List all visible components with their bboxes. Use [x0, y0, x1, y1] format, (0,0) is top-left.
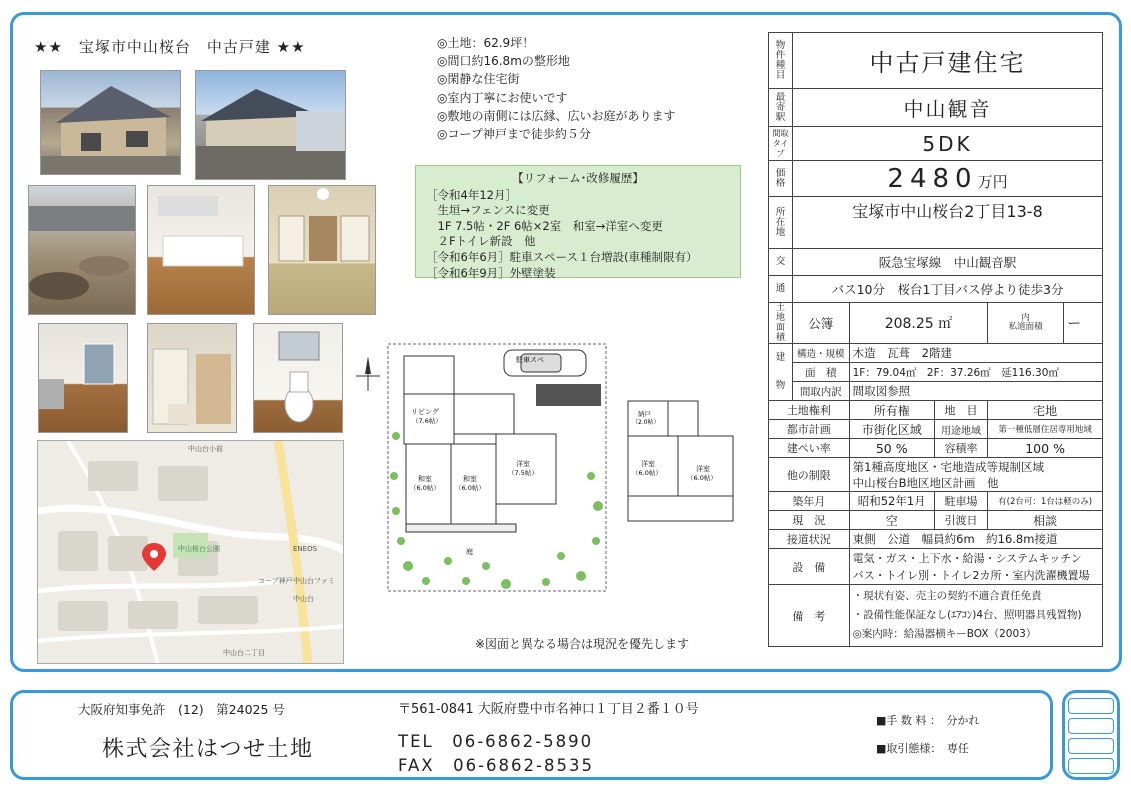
- current-status: 空: [849, 511, 934, 530]
- other-restriction: 中山桜台B地区地区計画 他: [852, 475, 999, 490]
- city-plan: 市街化区域: [849, 420, 934, 439]
- washitsu-size: （6.0帖）: [410, 484, 440, 492]
- feature-item: ◎コープ神戸まで徒歩約５分: [437, 127, 591, 142]
- washitsu-label: 和室: [463, 475, 477, 483]
- label-address: 所 在 地: [769, 197, 793, 249]
- reform-line: ［令和4年12月］: [426, 187, 517, 202]
- compass-icon: [356, 356, 380, 391]
- label-other-restrictions: 他の制限: [769, 458, 850, 492]
- bus-access: バス10分 桜台1丁目バス停より徒歩3分: [793, 276, 1103, 303]
- label-handover: 引渡日: [934, 511, 987, 530]
- exterior-photo-2: [195, 70, 346, 180]
- garden-label: 庭: [466, 548, 473, 556]
- land-area: 208.25 ㎡: [849, 303, 988, 344]
- equipment: バス・トイレ別・トイレ2カ所・室内洗濯機置場: [852, 568, 1090, 582]
- handover-date: 相談: [988, 511, 1103, 530]
- yoshitsu-size: （6.0帖）: [632, 469, 662, 477]
- license-number: 大阪府知事免許 (12) 第24025 号: [78, 702, 285, 717]
- label-status: 現 況: [769, 511, 850, 530]
- transaction-mode: ■取引態様： 専任: [876, 742, 969, 755]
- label-station: 最 寄 駅: [769, 89, 793, 127]
- remark: ・現状有姿、売主の契約不適合責任免責: [852, 590, 1042, 602]
- closet-label: 納戸: [638, 410, 651, 418]
- train-line: 阪急宝塚線 中山観音駅: [793, 249, 1103, 276]
- spec-table: [768, 32, 1103, 647]
- floor-plan-note: ※図面と異なる場合は現況を優先します: [475, 637, 690, 651]
- label-land: 土地 面積: [769, 303, 793, 344]
- stamp-line: [1068, 718, 1114, 734]
- label-private-road: 内 私道面積: [988, 303, 1064, 344]
- company-address: 〒561-0841 大阪府豊中市名神口１丁目２番１０号: [398, 702, 699, 717]
- label-traffic: 通: [769, 276, 793, 303]
- coverage-ratio: 50 %: [849, 439, 934, 458]
- reform-history-title: 【リフォーム･改修履歴】: [512, 171, 644, 185]
- washitsu-size: （6.0帖）: [455, 484, 485, 492]
- feature-item: ◎室内丁寧にお使いです: [437, 90, 568, 105]
- building-area: 1F：79.04㎡ 2F：37.26㎡ 延116.30㎡: [849, 363, 1102, 382]
- road-access: 東側 公道 幅員約6m 約16.8m接道: [849, 530, 1102, 549]
- nearest-station: 中山観音: [793, 89, 1103, 127]
- company-name: 株式会社はつせ土地: [102, 737, 314, 762]
- parking-label: 駐車スペ: [516, 356, 544, 364]
- land-kind: 公簿: [793, 303, 850, 344]
- chimoku: 宅地: [988, 401, 1103, 420]
- label-far: 容積率: [934, 439, 987, 458]
- feature-item: ◎土地：62.9坪！: [437, 36, 535, 50]
- fee-info: ■手 数 料 ： 分かれ: [876, 714, 980, 727]
- stamp-line: [1068, 758, 1114, 774]
- map-label: 中山台二丁目: [223, 649, 265, 657]
- property-type: 中古戸建住宅: [793, 33, 1103, 89]
- closet-size: （2.0帖）: [632, 419, 660, 426]
- private-road-area: ー: [1064, 303, 1103, 344]
- map-label: 中山台小前: [188, 445, 223, 453]
- reform-line: 1F 7.5帖・2F 6帖×2室 和室→洋室へ変更: [426, 218, 663, 233]
- equipment: 電気・ガス・上下水・給湯・システムキッチン: [852, 551, 1082, 565]
- label-parking: 駐車場: [934, 492, 987, 511]
- yoshitsu-label: 洋室: [641, 460, 655, 468]
- stamp-line: [1068, 738, 1114, 754]
- map-label: 中山台ファミ: [293, 577, 335, 585]
- structure: 木造 瓦葺 2階建: [849, 344, 1102, 363]
- label-type: 物 件 種 目: [769, 33, 793, 89]
- label-chimoku: 地 目: [934, 401, 987, 420]
- floor-plan: [356, 326, 756, 626]
- remark: ・設備性能保証なし(ｴｱｺﾝ)4台、照明器具残置物): [852, 609, 1082, 621]
- built-date: 昭和52年1月: [849, 492, 934, 511]
- garden-photo: [28, 185, 136, 315]
- parking: 有(2台可：1台は軽のみ): [988, 492, 1103, 511]
- land-right: 所有権: [849, 401, 934, 420]
- label-madori: 間取内訳: [793, 382, 850, 401]
- page-title: ★★ 宝塚市中山桜台 中古戸建 ★★: [34, 38, 306, 56]
- floor-area-ratio: 100 %: [988, 439, 1103, 458]
- feature-list: [437, 34, 675, 143]
- fax-number: FAX 06-6862-8535: [398, 756, 594, 775]
- madori: 間取図参照: [849, 382, 1102, 401]
- map-label: 中山台: [293, 595, 314, 603]
- label-building-2: 物: [775, 380, 786, 391]
- kitchen-photo: [147, 185, 255, 315]
- washitsu-label: 和室: [418, 475, 432, 483]
- room-photo: [38, 323, 128, 433]
- label-price: 価 格: [769, 161, 793, 197]
- toilet-photo: [253, 323, 343, 433]
- label-layout: 間取 タイプ: [769, 127, 793, 161]
- feature-item: ◎間口約16.8mの整形地: [437, 54, 570, 69]
- reform-line: ２Fトイレ新設 他: [426, 234, 536, 249]
- label-building: [769, 344, 793, 401]
- label-remarks: 備 考: [769, 585, 850, 647]
- living-size: （7.6帖）: [412, 417, 442, 425]
- label-traffic: 交: [769, 249, 793, 276]
- location-map[interactable]: [37, 440, 344, 664]
- label-structure: 構造・規模: [793, 344, 850, 363]
- label-use-zone: 用途地域: [934, 420, 987, 439]
- label-built: 築年月: [769, 492, 850, 511]
- map-label: コープ神戸: [258, 577, 293, 585]
- map-label: ENEOS: [293, 545, 318, 553]
- price: 2480: [887, 163, 978, 194]
- stamp-line: [1068, 698, 1114, 714]
- reform-line: ［令和6年6月］駐車スペース１台増設(車種制限有）: [426, 249, 698, 264]
- map-label: 中山桜台公園: [178, 545, 220, 553]
- phone-number[interactable]: TEL 06-6862-5890: [398, 732, 594, 751]
- label-building-1: 建: [775, 352, 786, 363]
- bathroom-photo: [147, 323, 237, 433]
- other-restriction: 第1種高度地区・宅地造成等規制区域: [852, 459, 1044, 474]
- feature-item: ◎閑静な住宅街: [437, 72, 520, 87]
- label-city-plan: 都市計画: [769, 420, 850, 439]
- yoshitsu-size: （7.5帖）: [508, 469, 538, 477]
- reform-line: ［令和6年9月］外壁塗装: [426, 265, 556, 280]
- exterior-photo-1: [40, 70, 181, 175]
- living-label: リビング: [411, 408, 439, 416]
- layout-type: 5DK: [793, 127, 1103, 161]
- address: 宝塚市中山桜台2丁目13-8: [793, 197, 1103, 249]
- reform-line: 生垣→フェンスに変更: [426, 203, 550, 218]
- yoshitsu-label: 洋室: [516, 460, 530, 468]
- price-unit: 万円: [977, 172, 1008, 191]
- label-equipment: 設 備: [769, 549, 850, 585]
- use-zone: 第一種低層住居専用地域: [988, 420, 1103, 439]
- label-right: 土地権利: [769, 401, 850, 420]
- reform-history-box: [415, 165, 741, 278]
- label-area: 面 積: [793, 363, 850, 382]
- remark: ◎案内時：給湯器横キーBOX（2003）: [852, 628, 1037, 640]
- label-coverage: 建ぺい率: [769, 439, 850, 458]
- washitsu-photo: [268, 185, 376, 315]
- yoshitsu-size: （6.0帖）: [687, 474, 717, 482]
- yoshitsu-label: 洋室: [696, 465, 710, 473]
- label-road: 接道状況: [769, 530, 850, 549]
- feature-item: ◎敷地の南側には広縁、広いお庭があります: [437, 108, 676, 123]
